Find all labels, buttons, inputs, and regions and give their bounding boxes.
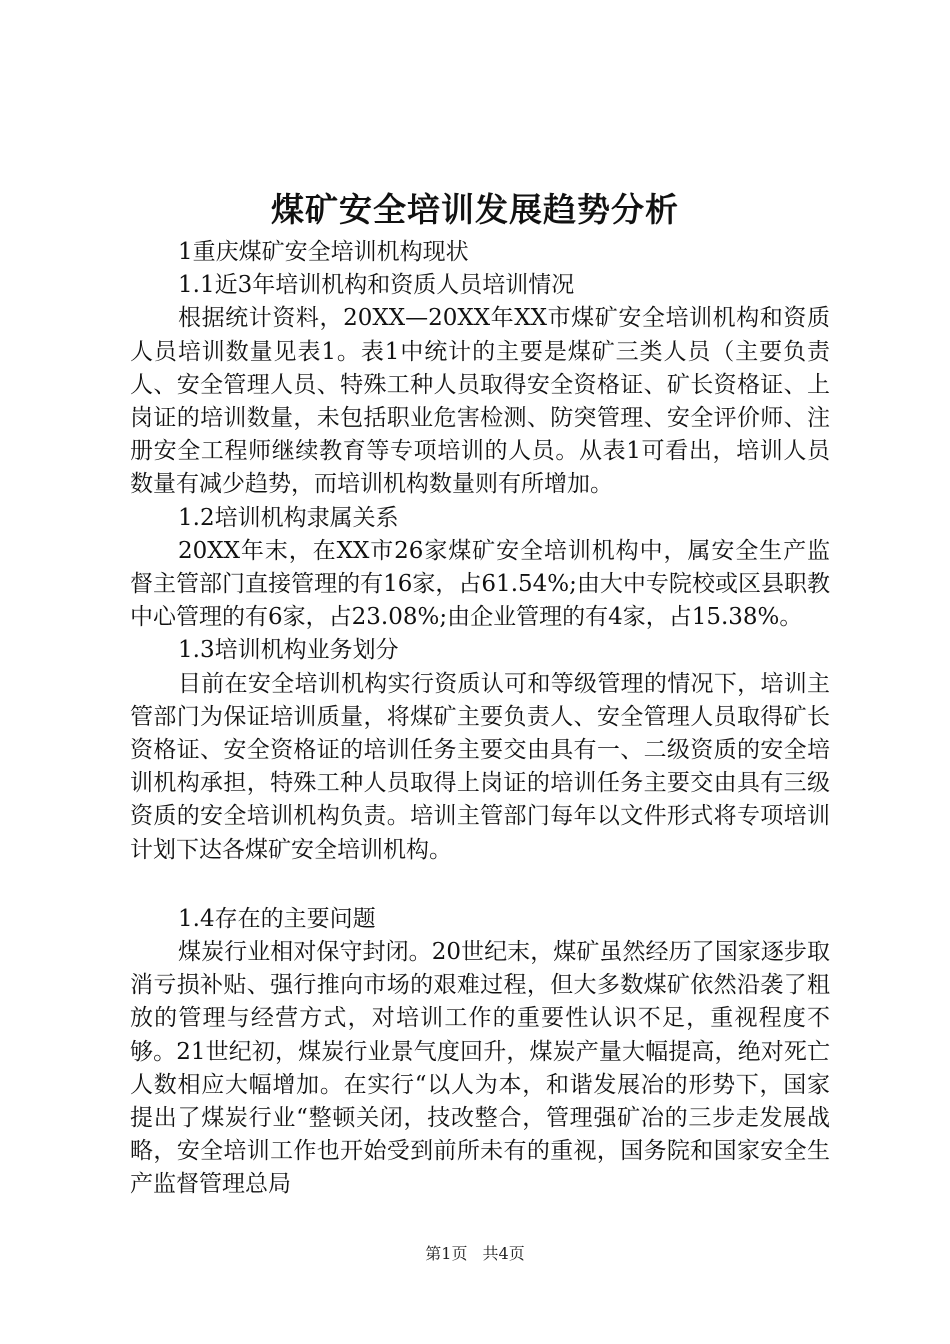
blank-line: [130, 867, 830, 903]
page-footer: [0, 1242, 950, 1266]
section-heading-1-4: 1.4存在的主要问题: [178, 905, 376, 932]
paragraph-1-1: 根据统计资料，20XX—20XX年XX市煤矿安全培训机构和资质人员培训数量见表1。表1中统计的主要是煤矿三类人员（主要负责人、安全管理人员、特殊工种人员取得安全资格证、矿长资格证、上岗证的培训数量，未包括职业危害检测、防突管理、安全评价师、注册安全工程师继续教育等专项培训的人员。从表1可看出，培训人员数量有减少趋势，而培训机构数量则有所增加。: [130, 305, 830, 498]
paragraph-1-3: 目前在安全培训机构实行资质认可和等级管理的情况下，培训主管部门为保证培训质量，将煤矿主要负责人、安全管理人员取得矿长资格证、安全资格证的培训任务主要交由具有一、二级资质的安全培训机构承担，特殊工种人员取得上岗证的培训任务主要交由具有三级资质的安全培训机构负责。培训主管部门每年以文件形式将专项培训计划下达各煤矿安全培训机构。: [130, 670, 830, 863]
document-title: 煤矿安全培训发展趋势分析: [271, 190, 679, 229]
paragraph-1-4: 煤炭行业相对保守封闭。20世纪末，煤矿虽然经历了国家逐步取消亏损补贴、强行推向市场的艰难过程，但大多数煤矿依然沿袭了粗放的管理与经营方式，对培训工作的重要性认识不足，重视程度不够。21世纪初，煤炭行业景气度回升，煤炭产量大幅提高，绝对死亡人数相应大幅增加。在实行“以人为本，和谐发展冶的形势下，国家提出了煤炭行业“整顿关闭，技改整合，管理强矿冶的三步走发展战略，安全培训工作也开始受到前所未有的重视，国务院和国家安全生产监督管理总局: [130, 939, 830, 1198]
page-number: 第1页: [425, 1244, 468, 1263]
page-total: 共4页: [482, 1244, 525, 1263]
section-heading-1-2: 1.2培训机构隶属关系: [178, 504, 399, 531]
section-heading-1-3: 1.3培训机构业务划分: [178, 637, 399, 664]
paragraph-1-2: 20XX年末，在XX市26家煤矿安全培训机构中，属安全生产监督主管部门直接管理的有16家，占61.54%;由大中专院校或区县职教中心管理的有6家，占23.08%;由企业管理的有4家，占15.38%。: [130, 537, 830, 631]
section-heading-1-1: 1.1近3年培训机构和资质人员培训情况: [178, 272, 575, 299]
section-heading-1: 1重庆煤矿安全培训机构现状: [178, 239, 469, 265]
document-body: [130, 236, 830, 1202]
